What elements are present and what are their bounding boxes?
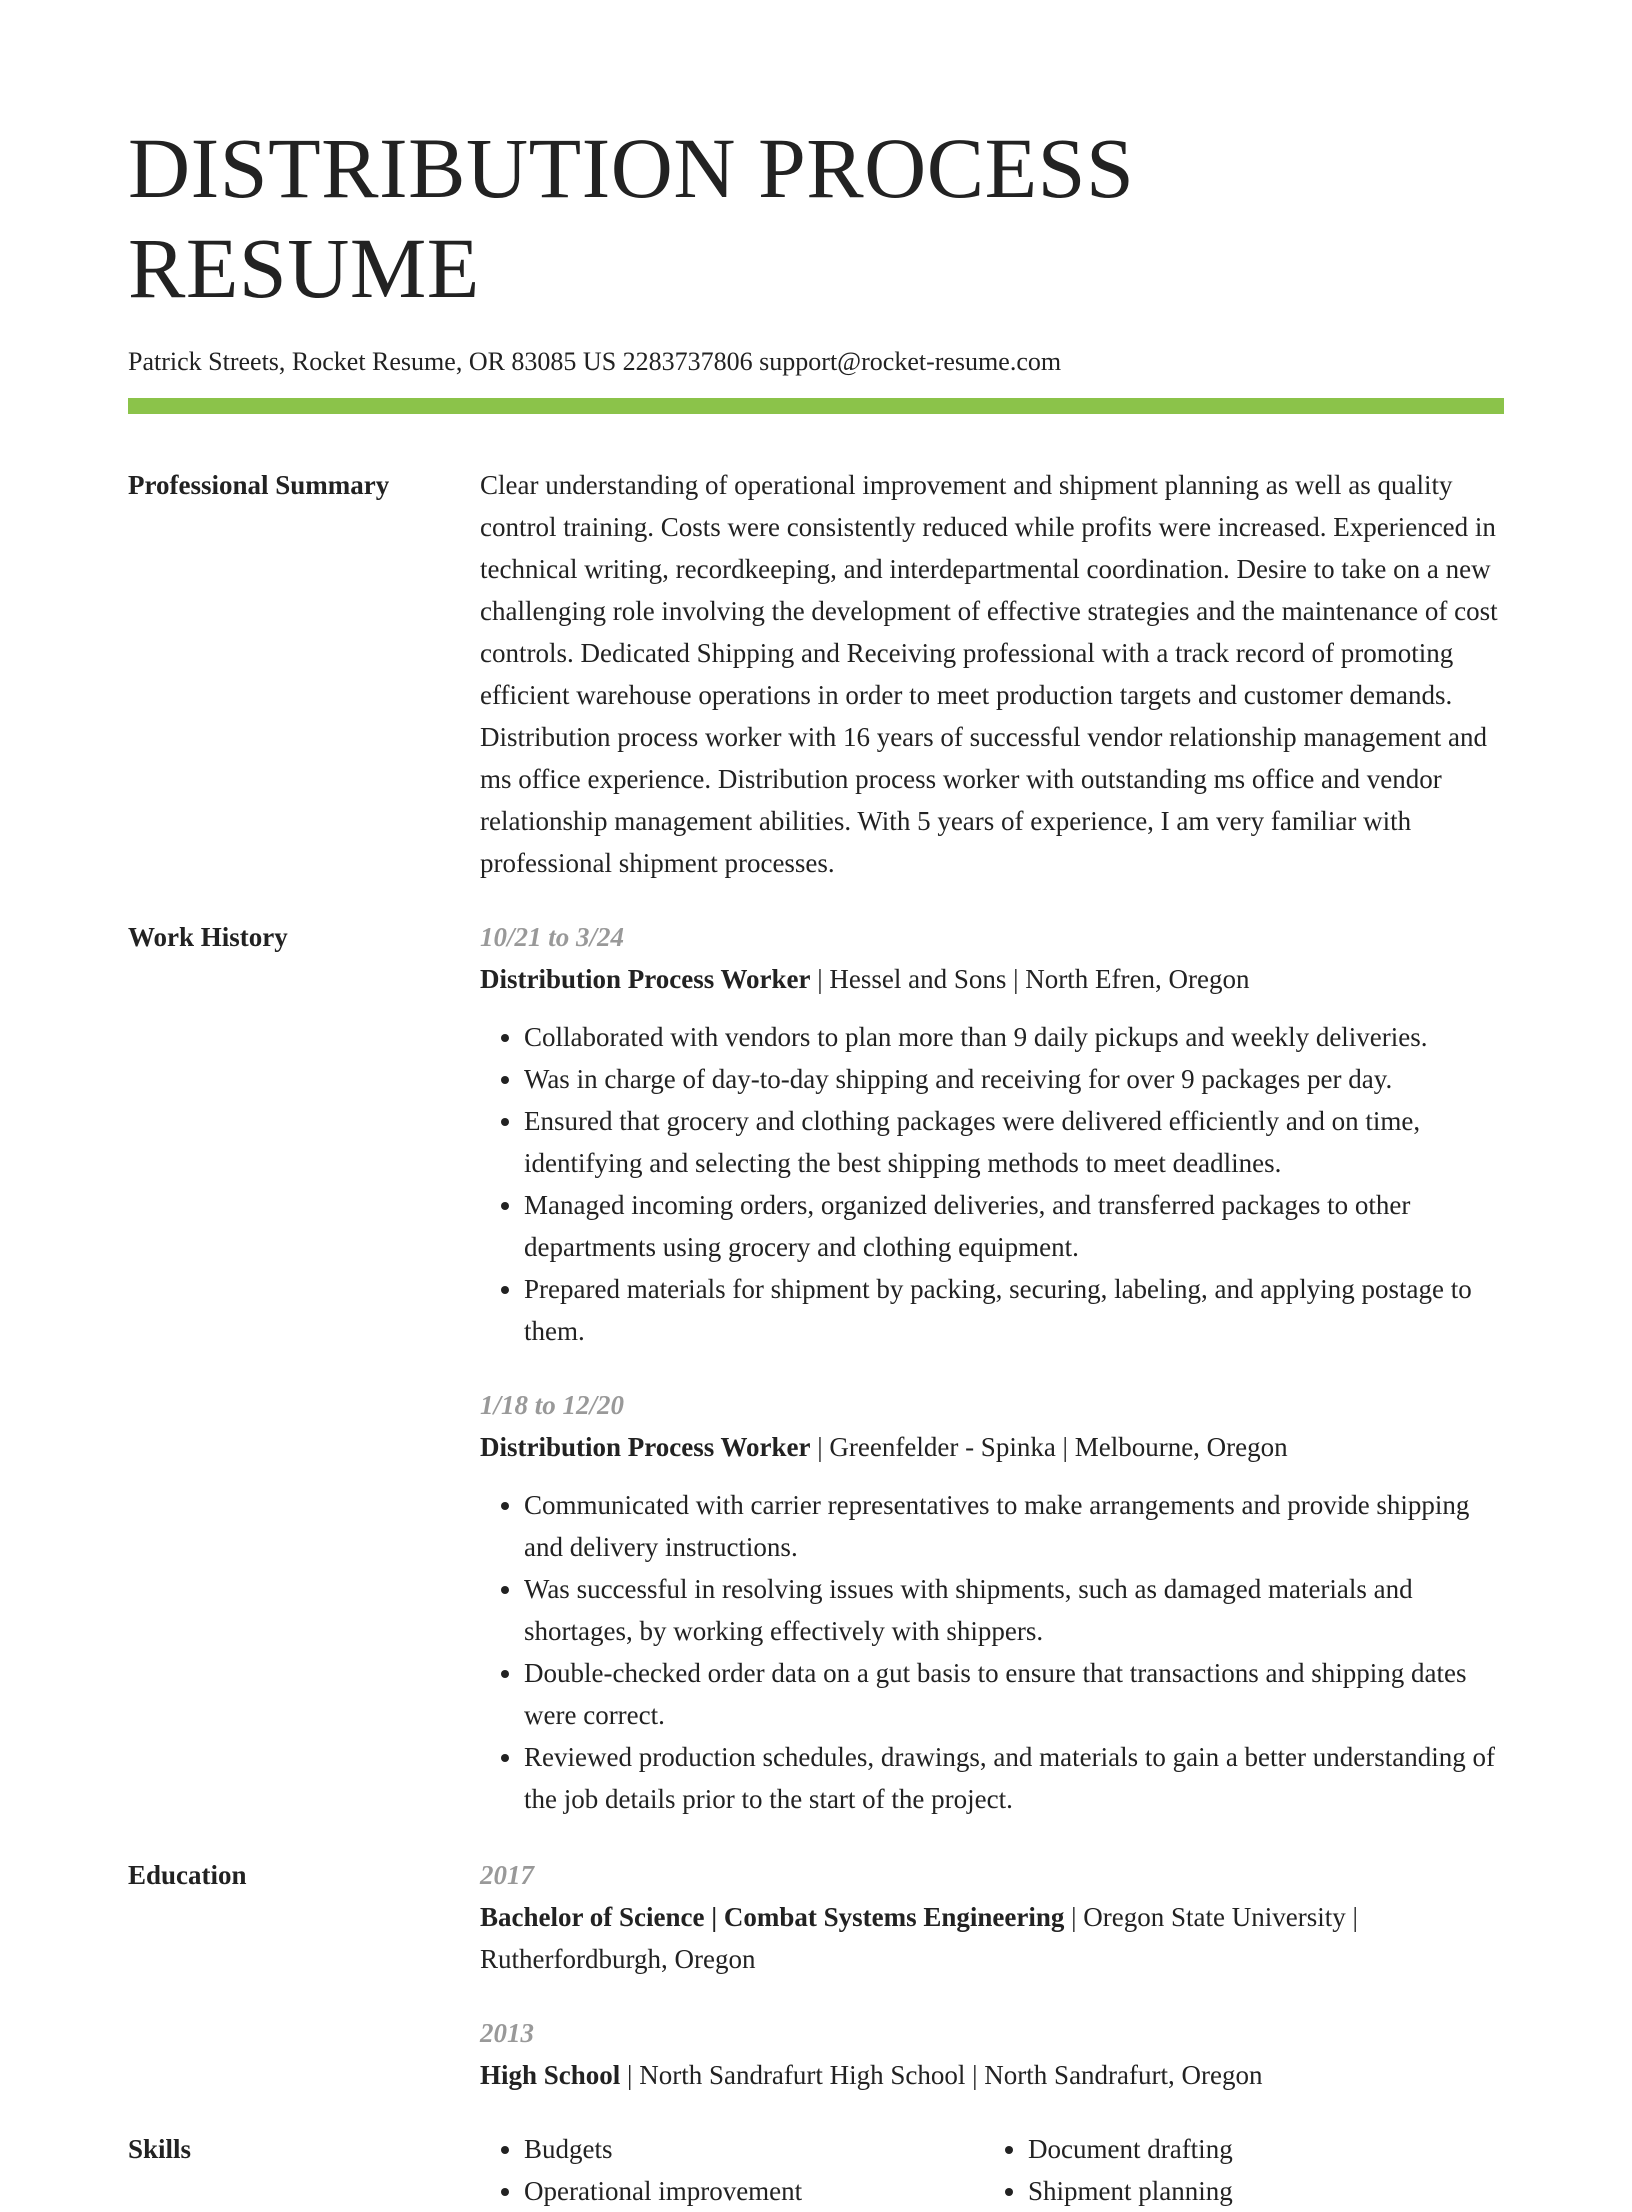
contact-line: Patrick Streets, Rocket Resume, OR 83085 US 2283737806 support@rocket-resume.com bbox=[128, 347, 1062, 376]
skills-list-left bbox=[480, 2128, 984, 2212]
job-bullet: • Managed incoming orders, organized deliveries, and transferred packages to other departments using grocery and clothing equipment. bbox=[524, 1184, 1504, 1268]
work-history-section bbox=[128, 916, 1504, 1820]
education-heading bbox=[480, 1896, 1504, 1980]
section-label-summary: Professional Summary bbox=[128, 470, 390, 500]
job-bullet: • Reviewed production schedules, drawings, and materials to gain a better understanding of the job details prior to the start of the project. bbox=[524, 1736, 1504, 1820]
education-heading bbox=[480, 2054, 1504, 2096]
job-bullet: • Double-checked order data on a gut basis to ensure that transactions and shipping dates were correct. bbox=[524, 1652, 1504, 1736]
job-details: | Greenfelder - Spinka | Melbourne, Oregon bbox=[810, 1432, 1288, 1462]
summary-section bbox=[128, 464, 1504, 884]
education-details: | North Sandrafurt High School | North Sandrafurt, Oregon bbox=[620, 2060, 1263, 2090]
education-year: 2017 bbox=[480, 1860, 534, 1890]
header-divider bbox=[128, 398, 1504, 414]
job-title: Distribution Process Worker bbox=[480, 1432, 811, 1462]
job-bullet: • Was successful in resolving issues with shipments, such as damaged materials and shortages, by working effectively with shippers. bbox=[524, 1568, 1504, 1652]
job-bullet: • Prepared materials for shipment by packing, securing, labeling, and applying postage to them. bbox=[524, 1268, 1504, 1352]
education-degree: High School bbox=[480, 2060, 621, 2090]
job-entry bbox=[480, 916, 1504, 1352]
job-bullet: • Was in charge of day-to-day shipping and receiving for over 9 packages per day. bbox=[524, 1058, 1504, 1100]
skills-body bbox=[480, 2128, 1504, 2212]
skill-item: • Document drafting bbox=[1028, 2128, 1488, 2170]
summary-body bbox=[480, 464, 1504, 884]
education-degree: Bachelor of Science | Combat Systems Engineering bbox=[480, 1902, 1065, 1932]
skill-item: • Shipment planning bbox=[1028, 2170, 1488, 2212]
resume-page bbox=[128, 0, 1504, 2212]
job-details: | Hessel and Sons | North Efren, Oregon bbox=[810, 964, 1250, 994]
education-year: 2013 bbox=[480, 2018, 534, 2048]
skills-list-right bbox=[984, 2128, 1488, 2212]
work-history-body bbox=[480, 916, 1504, 1820]
section-label-work: Work History bbox=[128, 922, 288, 952]
job-heading bbox=[480, 1426, 1504, 1468]
section-label-education: Education bbox=[128, 1860, 247, 1890]
job-bullet: • Ensured that grocery and clothing packages were delivered efficiently and on time, identifying and selecting the best shipping methods to meet deadlines. bbox=[524, 1100, 1504, 1184]
education-section bbox=[128, 1854, 1504, 2096]
summary-text: Clear understanding of operational improvement and shipment planning as well as quality control training. Costs were consistently reduced while profits were increased. Experienced in technical writing, recordkeeping, and interdepartmental coordination. Desire to take on a new challenging role involving the development of effective strategies and the maintenance of cost controls. Dedicated Shipping and Receiving professional with a track record of promoting efficient warehouse operations in order to meet production targets and customer demands. Distribution process worker with 16 years of successful vendor relationship management and ms office experience. Distribution process worker with outstanding ms office and vendor relationship management abilities. With 5 years of experience, I am very familiar with professional shipment processes. bbox=[480, 470, 1498, 878]
job-dates: 1/18 to 12/20 bbox=[480, 1390, 625, 1420]
job-bullet: • Collaborated with vendors to plan more than 9 daily pickups and weekly deliveries. bbox=[524, 1016, 1504, 1058]
job-dates: 10/21 to 3/24 bbox=[480, 922, 625, 952]
skill-item: • Budgets bbox=[524, 2128, 984, 2170]
section-label-skills: Skills bbox=[128, 2134, 192, 2164]
education-details: | Oregon State University | Rutherfordburgh, Oregon bbox=[480, 1902, 1358, 1974]
education-body bbox=[480, 1854, 1504, 2096]
resume-title: DISTRIBUTION PROCESS RESUME bbox=[128, 120, 1135, 316]
education-entry bbox=[480, 1854, 1504, 1980]
job-title: Distribution Process Worker bbox=[480, 964, 811, 994]
job-bullet: • Communicated with carrier representatives to make arrangements and provide shipping and delivery instructions. bbox=[524, 1484, 1504, 1568]
job-entry bbox=[480, 1384, 1504, 1820]
education-entry bbox=[480, 2012, 1504, 2096]
job-bullets bbox=[480, 1484, 1504, 1820]
skills-section bbox=[128, 2128, 1504, 2212]
job-bullets bbox=[480, 1016, 1504, 1352]
job-heading bbox=[480, 958, 1504, 1000]
skill-item: • Operational improvement bbox=[524, 2170, 984, 2212]
